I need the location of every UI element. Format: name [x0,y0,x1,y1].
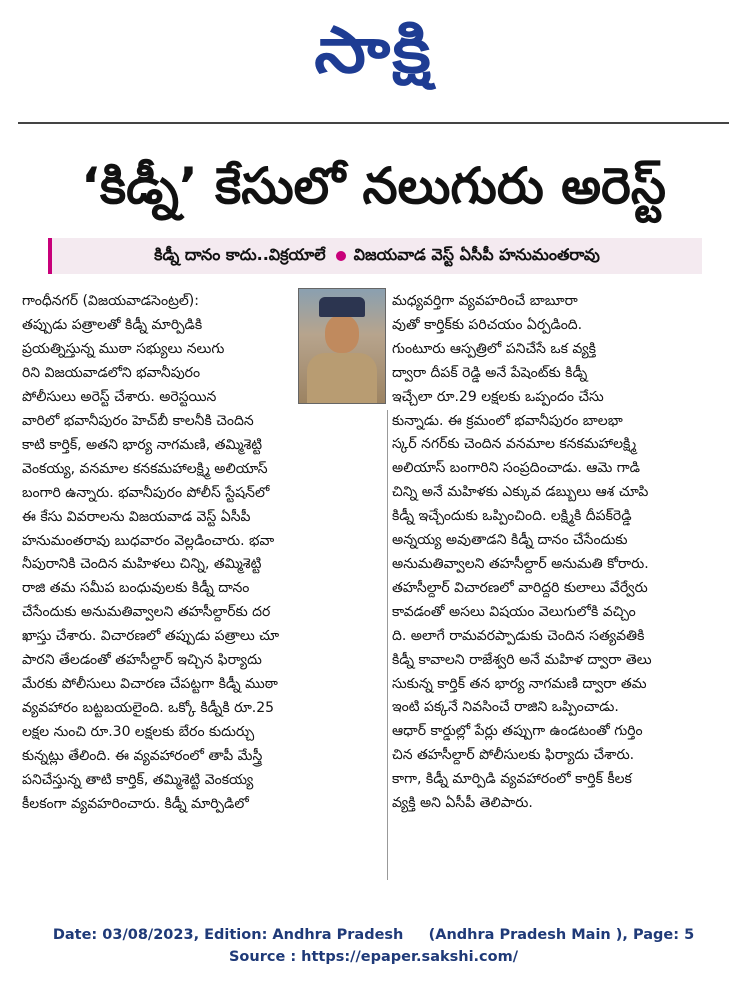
text-line: మేరకు పోలీసులు విచారణ చేపట్టగా కిడ్నీ ముఠా [22,675,278,692]
edition-info: Date: 03/08/2023, Edition: Andhra Pradesh (Andhra Pradesh Main ), Page: 5 [52,927,695,943]
photo-face-shape [325,315,359,353]
bullet-dot-icon [336,251,346,261]
text-line: ఇంటి పక్కనే నివసించే రాజిని ఒప్పించాడు. [392,699,619,716]
text-line: వ్యక్తి అని ఏసీపీ తెలిపారు. [392,795,533,812]
photo-cap-shape [319,297,365,317]
page-footer [0,924,747,968]
text-line: ది. అలాగే రామవరప్పాడుకు చెందిన సత్యవతికి [392,627,645,644]
text-line: అలియాస్ బంగారిని సంప్రదించాడు. ఆమె గాడి [392,460,640,477]
photo-body-shape [307,353,377,404]
source-link[interactable]: Source : https://epaper.sakshi.com/ [228,949,519,965]
text-line: కున్నట్లు తేలింది. ఈ వ్యవహారంలో తాపీ మేస్త్రీ [22,747,263,764]
text-line: ఇచ్చేలా రూ.29 లక్షలకు ఒప్పందం చేసు [392,388,604,405]
text-line: అనుమతివ్వాలని తహసీల్దార్ అనుమతి కోరారు. [392,555,649,572]
text-line: ద్వారా దీపక్ రెడ్డి అనే పేషెంట్‌కు కిడ్నీ [392,364,588,381]
text-line: తహసీల్దార్ విచారణలో వారిద్దరి కులాలు వేర్వేరు [392,579,648,596]
text-line: చిన తహసీల్దార్ పోలీసులకు ఫిర్యాదు చేశారు. [392,747,635,764]
text-line: కిడ్నీ ఇచ్చేందుకు ఒప్పించింది. లక్ష్మికి దీపక్‌రెడ్డి [392,508,632,525]
text-line: వుతో కార్తిక్‌కు పరిచయం ఏర్పడింది. [392,316,583,333]
text-line: గాంధీనగర్ (విజయవాడసెంట్రల్): [22,293,199,309]
text-line: ఖాస్తు చేశారు. విచారణలో తప్పుడు పత్రాలు చూ [22,628,280,645]
text-line: కీలకంగా వ్యవహరించారు. కిడ్నీ మార్పిడిలో [22,795,249,812]
text-line: కున్నాడు. ఈ క్రమంలో భవానీపురం బాలభా [392,412,623,429]
text-line: కాగా, కిడ్నీ మార్పిడి వ్యవహారంలో కార్తిక్ కీలక [392,771,632,788]
text-line: చేసేందుకు అనుమతివ్వాలని తహసీల్దార్‌కు దర [22,604,271,621]
text-line: కిడ్నీ కావాలని రాజేశ్వరి అనే మహిళ ద్వారా తెలు [392,651,652,668]
text-line: పనిచేస్తున్న తాటి కార్తిక్, తమ్మిశెట్టి వెంకయ్య [22,771,254,788]
article-column-left-top [22,290,290,410]
sub-headline-right: విజయవాడ వెస్ట్ ఏసీపీ హనుమంతరావు [353,244,600,264]
text-line: రాజి తమ సమీప బంధువులకు కిడ్నీ దానం [22,580,250,597]
text-line: కాటి కార్తిక్, అతని భార్య నాగమణి, తమ్మిశెట్టి [22,436,263,453]
text-line: ఆధార్ కార్డుల్లో పేర్లు తప్పుగా ఉండటంతో గుర్తిం [392,723,643,740]
text-line: ప్రయత్నిస్తున్న ముఠా సభ్యులు నలుగు [22,340,225,357]
text-line: కావడంతో అసలు విషయం వెలుగులోకి వచ్చిం [392,603,636,620]
text-line: సుకున్న కార్తిక్ తన భార్య నాగమణి ద్వారా తమ [392,675,647,692]
text-line: వెంకయ్య, వనమాల కనకమహాలక్ష్మి అలియాస్ [22,460,268,477]
text-line: నీపురానికి చెందిన మహిళలు చిన్ని, తమ్మిశెట్టి [22,556,262,573]
text-line: వారిలో భవానీపురం హెచ్‌బీ కాలనీకి చెందిన [22,413,254,429]
text-line: ఈ కేసు వివరాలను విజయవాడ వెస్ట్ ఏసీపీ [22,508,251,525]
text-line: మధ్యవర్తిగా వ్యవహరించే బాబూరా [392,293,578,309]
text-line: స్కర్ నగర్‌కు చెందిన వనమాల కనకమహాలక్ష్మి [392,436,637,453]
officer-photo [298,288,386,404]
masthead [0,8,747,108]
text-line: వ్యవహారం బట్టబయలైంది. ఒక్కో కిడ్నీకి రూ.25 [22,699,275,716]
article-column-left [22,410,380,816]
text-line: చిన్ని అనే మహిళకు ఎక్కువ డబ్బులు ఆశ చూపి [392,484,649,501]
text-line: పారని తేలడంతో తహసీల్దార్ ఇచ్చిన ఫిర్యాదు [22,652,262,669]
text-line: లక్షల నుంచి రూ.30 లక్షలకు బేరం కుదుర్చు [22,723,255,740]
text-line: బంగారి ఉన్నారు. భవానీపురం పోలీస్ స్టేషన్‌లో [22,484,270,501]
text-line: హనుమంతరావు బుధవారం వెల్లడించారు. భవా [22,532,275,549]
header-divider [18,122,729,124]
text-line: తప్పుడు పత్రాలతో కిడ్నీ మార్పిడికి [22,316,203,333]
text-line: రిని విజయవాడలోని భవానీపురం [22,364,201,381]
text-line: అన్నయ్య అవుతాడని కిడ్నీ దానం చేసేందుకు [392,532,628,549]
sub-headline-left: కిడ్నీ దానం కాదు..విక్రయాలే [154,244,326,264]
article-column-right [392,290,728,816]
text-line: పోలీసులు అరెస్ట్ చేశారు. అరెస్టయిన [22,388,217,405]
column-divider [387,410,388,880]
article-headline: ‘కిడ్నీ’ కేసులో నలుగురు అరెస్ట్ [81,157,666,215]
sub-headline-bar [48,238,702,274]
text-line: గుంటూరు ఆస్పత్రిలో పనిచేసే ఒక వ్యక్తి [392,340,596,357]
sakshi-logo[interactable]: సాక్షి [314,13,433,88]
